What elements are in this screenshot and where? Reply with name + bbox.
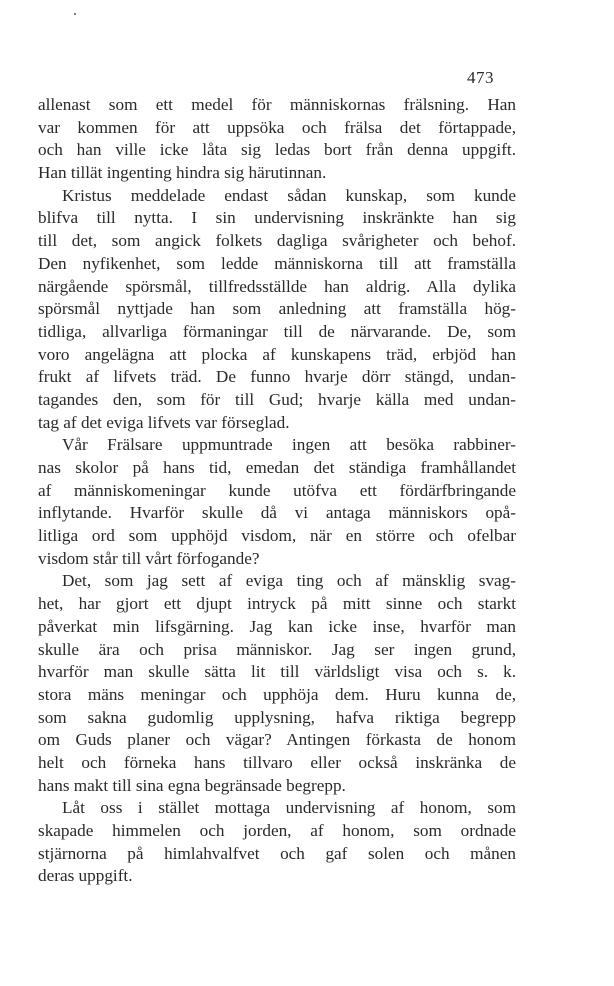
text-line: hans makt till sina egna begränsade begrepp. — [38, 775, 346, 795]
text-line: Den nyfikenhet, som ledde människorna till att framställa — [38, 253, 516, 273]
text-line: tidliga, allvarliga förmaningar till de närvarande. De, som — [38, 321, 516, 341]
text-line: inflytande. Hvarför skulle då vi antaga människors opå- — [38, 503, 516, 523]
text-line: helt och förneka hans tillvaro eller också inskränka de — [38, 752, 516, 772]
text-line: och han ville icke låta sig ledas bort från denna uppgift. — [38, 140, 516, 160]
text-line: tag af det eviga lifvets var förseglad. — [38, 412, 290, 432]
text-line: skulle ära och prisa människor. Jag ser ingen grund, — [38, 639, 516, 659]
text-line: Kristus meddelade endast sådan kunskap, som kunde — [62, 185, 516, 205]
text-line: spörsmål nyttjade han som anledning att framställa hög- — [38, 299, 516, 319]
text-line: nas skolor på hans tid, emedan det ständiga framhållandet — [38, 458, 516, 477]
text-line: hvarför man skulle sätta lit till världsligt visa och s. k. — [38, 662, 516, 682]
text-line: skapade himmelen och jorden, af honom, som ordnade — [38, 821, 516, 840]
text-line: allenast som ett medel för människornas frälsning. Han — [38, 95, 516, 114]
text-line: deras uppgift. — [38, 866, 133, 886]
text-line: stjärnorna på himlahvalfvet och gaf solen och månen — [38, 843, 516, 863]
text-line: Han tillät ingenting hindra sig härutinnan. — [38, 163, 327, 183]
body-text — [38, 94, 516, 888]
text-line: tagandes den, som för till Gud; hvarje källa med undan- — [38, 389, 516, 409]
text-line: frukt af lifvets träd. De funno hvarje dörr stängd, undan- — [38, 367, 516, 387]
text-line: visdom står till vårt förfogande? — [38, 548, 260, 568]
text-line: voro angelägna att plocka af kunskapens träd, erbjöd han — [38, 344, 516, 364]
text-line: var kommen för att uppsöka och frälsa det förtappade, — [38, 117, 516, 137]
paragraph — [38, 570, 516, 797]
paragraph — [38, 185, 516, 435]
text-line: Vår Frälsare uppmuntrade ingen att besöka rabbiner- — [62, 435, 516, 455]
text-line: till det, som angick folkets dagliga svårigheter och behof. — [38, 231, 516, 251]
page-number: 473 — [467, 68, 494, 87]
text-line: stora mäns meningar och upphöja dem. Huru kunna de, — [38, 684, 516, 704]
text-line: af människomeningar kunde utöfva ett fördärfbringande — [38, 480, 516, 500]
text-line: blifva till nytta. I sin undervisning inskränkte han sig — [38, 208, 516, 228]
text-line: Det, som jag sett af eviga ting och af mänsklig svag- — [62, 571, 516, 591]
text-line: Låt oss i stället mottaga undervisning af honom, som — [62, 798, 516, 818]
text-line: het, har gjort ett djupt intryck på mitt sinne och starkt — [38, 594, 516, 614]
text-line: påverkat min lifsgärning. Jag kan icke inse, hvarför man — [38, 616, 516, 636]
print-speck — [74, 13, 76, 15]
text-line: litliga ord som upphöjd visdom, när en större och ofelbar — [38, 526, 516, 546]
paragraph — [38, 434, 516, 570]
text-line: närgående spörsmål, tillfredsställde han aldrig. Alla dylika — [38, 276, 516, 296]
text-line: om Guds planer och vägar? Antingen förkasta de honom — [38, 730, 516, 750]
text-line: som sakna gudomlig upplysning, hafva riktiga begrepp — [38, 707, 516, 727]
paragraph — [38, 94, 516, 185]
paragraph — [38, 797, 516, 888]
